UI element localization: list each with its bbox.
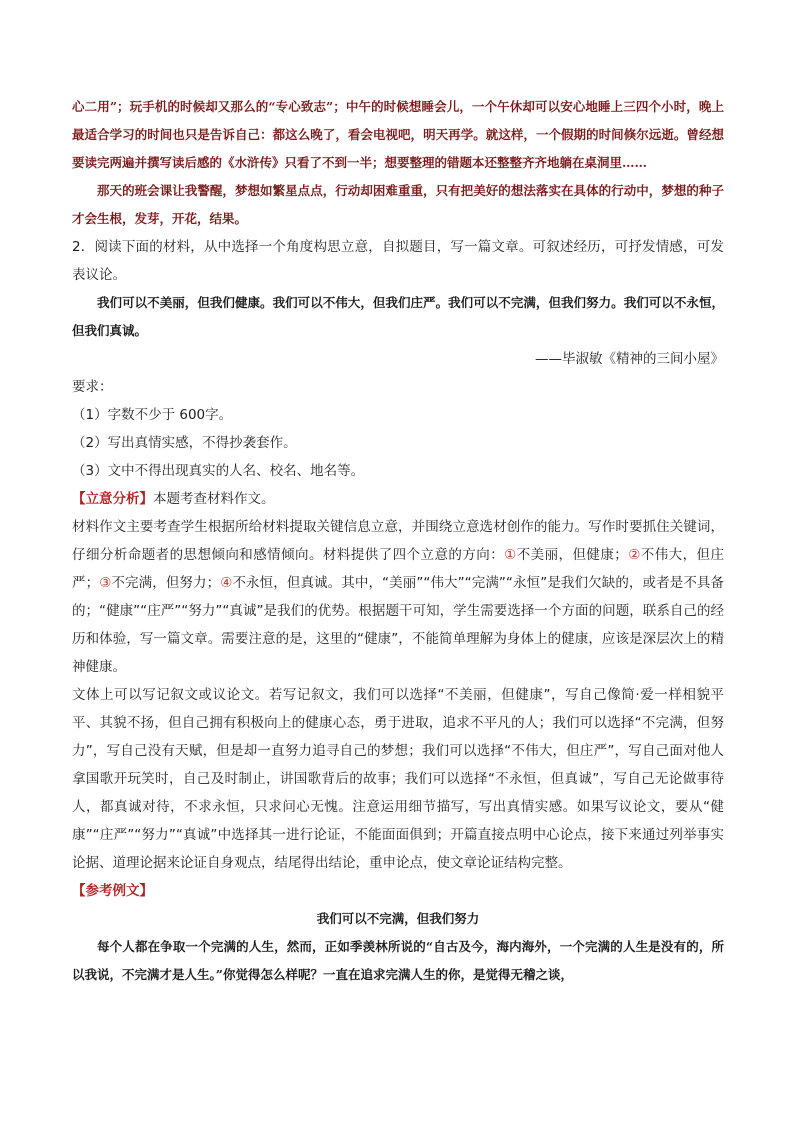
analysis-text: 不永恒，但真诚。其中，“美丽”“伟大”“完满”“永恒”是我们欠缺的，或者是不具备的；“健康”“庄严”“努力”“真诚”是我们的优势。根据题干可知，学生需要选择一个方面的问题，联系自己的经历和体验，写一篇文章。需要注意的是，这里的“健康”，不能简单理解为身体上的健康，应该是深层次上的精神健康。 bbox=[72, 575, 725, 675]
analysis-text: 不美丽，但健康； bbox=[516, 547, 628, 563]
material-source: ——毕淑敏《精神的三间小屋》 bbox=[535, 351, 724, 367]
option-number: ④ bbox=[220, 575, 233, 591]
requirement-item: （1）字数不少于 600字。 bbox=[72, 407, 233, 423]
analysis-paragraph: 文体上可以写记叙文或议论文。若写记叙文，我们可以选择“不美丽，但健康”，写自己像简·爱一样相貌平平、其貌不扬，但自己拥有积极向上的健康心态，勇于进取，追求不平凡的人；我们可以选择“不完满，但努力”，写自己没有天赋，但是却一直努力追寻自己的梦想；我们可以选择“不伟大，但庄严”，写自己面对他人拿国歌开玩笑时，自己及时制止，讲国歌背后的故事；我们可以选择“不永恒，但真诚”，写自己无论做事待人，都真诚对待，不求永恒，只求问心无愧。注意运用细节描写，写出真情实感。如果写议论文，要从“健康”“庄严”“努力”“真诚”中选择其一进行论证，不能面面俱到；开篇直接点明中心论点，接下来通过列举事实论据、道理论据来论证自身观点，结尾得出结论，重申论点，使文章论证结构完整。 bbox=[72, 687, 724, 871]
analysis-text: 材料作文主要考查学生根据所给材料提取关键信息立意，并围绕立意选材创作的能力。写作时要抓住关键词，仔细分析命题者的思想倾向和感情倾向。材料提供了四个立意的方向： bbox=[72, 519, 724, 563]
analysis-text: 不完满，但努力； bbox=[111, 575, 221, 591]
requirements-title: 要求： bbox=[72, 379, 113, 395]
sample-paragraph: 每个人都在争取一个完满的人生，然而，正如季羡林所说的“自古及今，海内海外，一个完满的人生是没有的，所以我说，不完满才是人生。”你觉得怎么样呢？一直在追求完满人生的你，是觉得无稽之谈， bbox=[72, 939, 724, 982]
analysis-paragraph bbox=[72, 513, 724, 681]
analysis-label: 【立意分析】 bbox=[72, 491, 153, 507]
requirement-item: （2）写出真情实感，不得抄袭套作。 bbox=[72, 435, 297, 451]
option-number: ③ bbox=[99, 575, 112, 591]
sample-heading bbox=[72, 877, 724, 905]
question-material: 我们可以不美丽，但我们健康。我们可以不伟大，但我们庄严。我们可以不完满，但我们努力。我们可以不永恒，但我们真诚。 bbox=[72, 295, 724, 338]
essay-paragraph: 那天的班会课让我警醒，梦想如繁星点点，行动却困难重重，只有把美好的想法落实在具体的行动中，梦想的种子才会生根，发芽，开花，结果。 bbox=[72, 183, 724, 226]
question-prompt bbox=[72, 233, 724, 289]
option-number: ② bbox=[627, 547, 641, 563]
requirement-item: （3）文中不得出现真实的人名、校名、地名等。 bbox=[72, 463, 365, 479]
sample-title: 我们可以不完满，但我们努力 bbox=[316, 911, 480, 926]
essay-paragraph: 心二用”；玩手机的时候却又那么的“专心致志”；中午的时候想睡会儿，一个午休却可以安心地睡上三四个小时，晚上最适合学习的时间也只是告诉自己：都这么晚了，看会电视吧，明天再学。就这样，一个假期的时间倏尔远逝。曾经想要读完两遍并撰写读后感的《水浒传》只看了不到一半；想要整理的错题本还整整齐齐地躺在桌洞里…… bbox=[72, 99, 724, 170]
page-content bbox=[72, 93, 724, 989]
sample-label: 【参考例文】 bbox=[72, 883, 153, 899]
option-number: ① bbox=[504, 547, 517, 563]
question-text: 阅读下面的材料，从中选择一个角度构思立意，自拟题目，写一篇文章。可叙述经历，可抒发情感，可发表议论。 bbox=[72, 239, 724, 283]
question-number: 2． bbox=[72, 239, 95, 255]
analysis-heading bbox=[72, 485, 724, 513]
analysis-intro: 本题考查材料作文。 bbox=[153, 491, 275, 507]
analysis-text: 不伟大，但庄严； bbox=[72, 547, 725, 591]
